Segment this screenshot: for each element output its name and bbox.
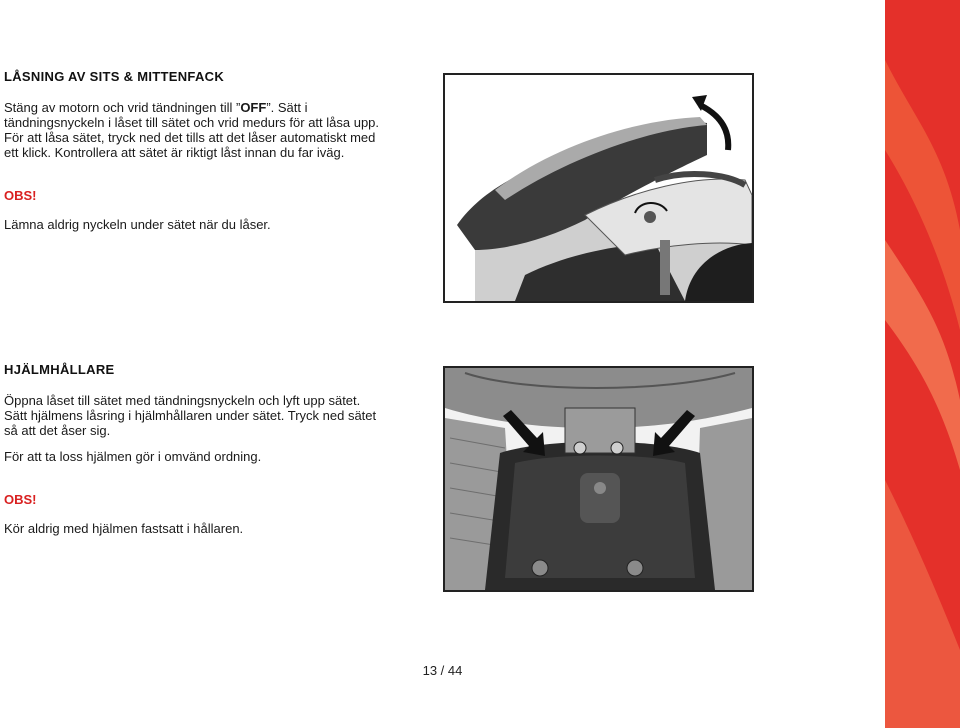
helmet-holder-photo [443, 366, 754, 592]
seat-lock-intro-end: ”. Sätt i [266, 100, 308, 115]
seat-lock-instructions [4, 100, 424, 160]
helmet-holder-instructions [4, 393, 424, 438]
seat-lock-intro: Stäng av motorn och vrid tändningen till ” [4, 100, 241, 115]
section-title-seat-lock: LÅSNING AV SITS & MITTENFACK [4, 69, 225, 84]
red-band-graphic [885, 0, 960, 728]
helmet-line-2: Sätt hjälmens låsring i hjälmhållaren under sätet. Tryck ned sätet [4, 408, 377, 423]
warning-text-helmet: Kör aldrig med hjälmen fastsatt i hållaren. [4, 521, 244, 536]
helmet-remove-text: För att ta loss hjälmen gör i omvänd ordning. [4, 449, 262, 464]
warning-label-seat: OBS! [4, 188, 37, 203]
seat-lock-line-1: tändningsnyckeln i låset till sätet och vrid medurs för att låsa upp. [4, 115, 380, 130]
helmet-line-3: så att det åser sig. [4, 423, 111, 438]
section-title-helmet-holder: HJÄLMHÅLLARE [4, 362, 115, 377]
off-keyword: OFF [240, 100, 267, 115]
warning-label-helmet: OBS! [4, 492, 37, 507]
seat-lock-line-3: ett klick. Kontrollera att sätet är riktigt låst innan du far iväg. [4, 145, 345, 160]
helmet-line-1: Öppna låset till sätet med tändningsnyckeln och lyft upp sätet. [4, 393, 361, 408]
scooter-seat-lock-photo [443, 73, 754, 303]
decorative-red-band [885, 0, 960, 728]
warning-text-seat: Lämna aldrig nyckeln under sätet när du låser. [4, 217, 271, 232]
page-number: 13 / 44 [422, 663, 463, 678]
seat-lock-line-2: För att låsa sätet, tryck ned det tills att det låser automatiskt med [4, 130, 376, 145]
